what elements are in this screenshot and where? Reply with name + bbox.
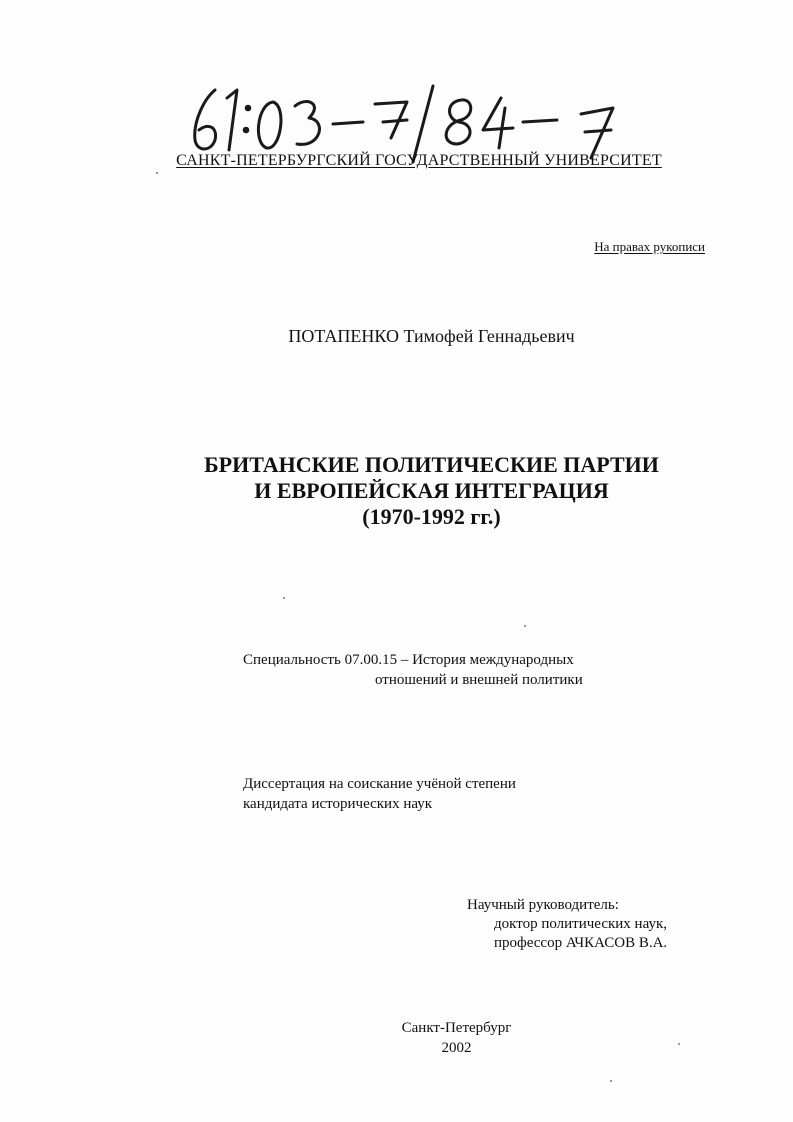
advisor-block <box>467 896 667 953</box>
advisor-name: профессор АЧКАСОВ В.А. <box>494 935 668 951</box>
year: 2002 <box>441 1040 472 1056</box>
rights-note: На правах рукописи <box>594 239 705 254</box>
title-line-2: И ЕВРОПЕЙСКАЯ ИНТЕГРАЦИЯ <box>254 478 609 503</box>
title-years: (1970-1992 гг.) <box>362 504 501 529</box>
scan-speck <box>678 1043 680 1045</box>
specialty-block <box>243 650 583 690</box>
city: Санкт-Петербург <box>401 1020 512 1036</box>
title-line-1: БРИТАНСКИЕ ПОЛИТИЧЕСКИЕ ПАРТИИ <box>204 452 659 477</box>
city-year-block <box>0 1018 793 1058</box>
scan-speck <box>283 597 285 599</box>
university-name: САНКТ-ПЕТЕРБУРГСКИЙ ГОСУДАРСТВЕННЫЙ УНИВЕРСИТЕТ <box>176 152 662 169</box>
scan-speck <box>610 1080 612 1082</box>
degree-line-1: Диссертация на соискание учёной степени <box>243 776 516 792</box>
scan-speck <box>156 172 158 174</box>
advisor-degree: доктор политических наук, <box>494 916 668 932</box>
dissertation-title <box>0 452 793 530</box>
degree-line-2: кандидата исторических наук <box>243 796 433 812</box>
degree-block <box>243 774 516 814</box>
advisor-label: Научный руководитель: <box>467 897 619 913</box>
scan-speck <box>524 625 526 627</box>
specialty-line-1: Специальность 07.00.15 – История международных <box>243 652 574 668</box>
specialty-line-2: отношений и внешней политики <box>375 672 583 688</box>
author-name: ПОТАПЕНКО Тимофей Геннадьевич <box>288 326 575 346</box>
